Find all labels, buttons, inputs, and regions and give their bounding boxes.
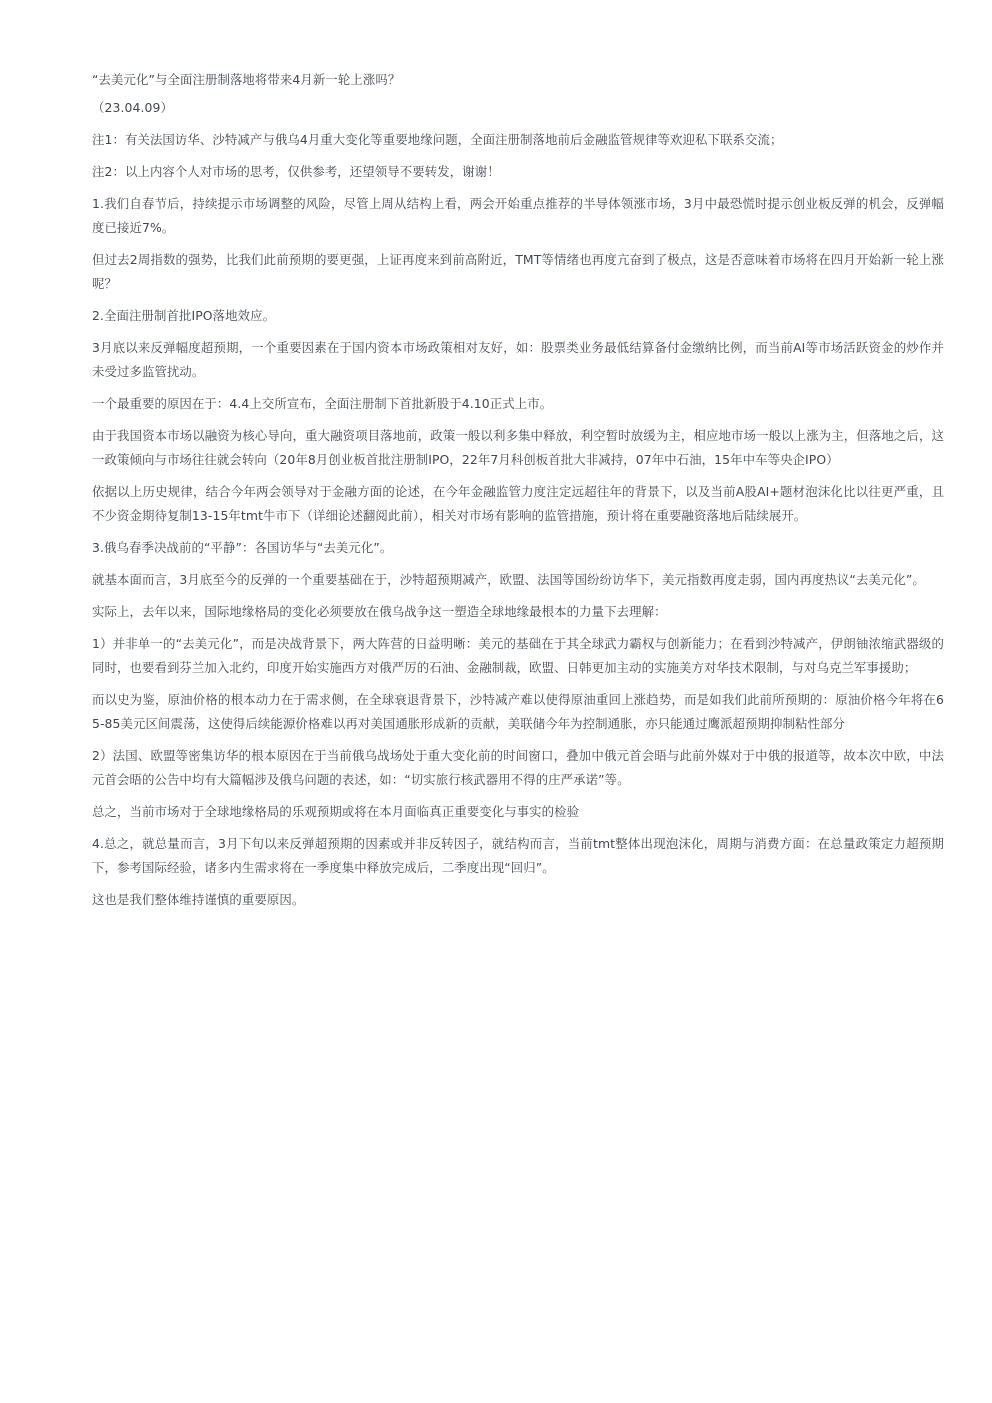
paragraph-section-4: 4.总之，就总量而言，3月下旬以来反弹超预期的因素或并非反转因子，就结构而言，当前tmt整体出现泡沫化，周期与消费方面：在总量政策定力超预期下，参考国际经验，诸多内生需求将在一季度集中释放完成后，二季度出现“回归”。 [92,836,944,875]
paragraph: 实际上，去年以来，国际地缘格局的变化必须要放在俄乌战争这一塑造全球地缘最根本的力量下去理解： [92,604,667,619]
paragraph-section-1: 1.我们自春节后，持续提示市场调整的风险，尽管上周从结构上看，两会开始重点推荐的半导体领涨市场，3月中最恐慌时提示创业板反弹的机会，反弹幅度已接近7%。 [92,196,944,235]
document-date: （23.04.09） [92,100,173,115]
paragraph: 总之，当前市场对于全球地缘格局的乐观预期或将在本月面临真正重要变化与事实的检验 [92,804,580,819]
note-2: 注2：以上内容个人对市场的思考，仅供参考，还望领导不要转发，谢谢！ [92,164,500,179]
paragraph: 3月底以来反弹幅度超预期，一个重要因素在于国内资本市场政策相对友好，如：股票类业务最低结算备付金缴纳比例，而当前AI等市场活跃资金的炒作并未受过多监管扰动。 [92,340,944,379]
paragraph: 2）法国、欧盟等密集访华的根本原因在于当前俄乌战场处于重大变化前的时间窗口，叠加中俄元首会晤与此前外媒对于中俄的报道等，故本次中欧，中法元首会晤的公告中均有大篇幅涉及俄乌问题的表述，如：“切实旅行核武器用不得的庄严承诺”等。 [92,748,944,787]
section-heading-3: 3.俄乌春季决战前的“平静”：各国访华与“去美元化”。 [92,540,393,555]
paragraph: 依据以上历史规律，结合今年两会领导对于金融方面的论述，在今年金融监管力度注定远超往年的背景下，以及当前A股AI+题材泡沫化比以往更严重，且不少资金期待复制13-15年tmt牛市下（详细论述翻阅此前），相关对市场有影响的监管措施，预计将在重要融资落地后陆续展开。 [92,484,944,523]
paragraph: 一个最重要的原因在于：4.4上交所宣布，全面注册制下首批新股于4.10正式上市。 [92,396,553,411]
document-body [92,68,944,920]
paragraph: 1）并非单一的“去美元化”，而是决战背景下，两大阵营的日益明晰：美元的基础在于其全球武力霸权与创新能力；在看到沙特减产，伊朗铀浓缩武器级的同时，也要看到芬兰加入北约，印度开始实施西方对俄严厉的石油、金融制裁，欧盟、日韩更加主动的实施美方对华技术限制，与对乌克兰军事援助； [92,636,944,675]
closing-paragraph: 这也是我们整体维持谨慎的重要原因。 [92,892,305,907]
paragraph: 由于我国资本市场以融资为核心导向，重大融资项目落地前，政策一般以利多集中释放，利空暂时放缓为主，相应地市场一般以上涨为主，但落地之后，这一政策倾向与市场往往就会转向（20年8月创业板首批注册制IPO，22年7月科创板首批大非减持，07年中石油，15年中车等央企IPO） [92,428,944,467]
section-heading-2: 2.全面注册制首批IPO落地效应。 [92,308,276,323]
paragraph: 就基本面而言，3月底至今的反弹的一个重要基础在于，沙特超预期减产，欧盟、法国等国纷纷访华下，美元指数再度走弱，国内再度热议“去美元化”。 [92,572,925,587]
paragraph: 而以史为鉴，原油价格的根本动力在于需求侧，在全球衰退背景下，沙特减产难以使得原油重回上涨趋势，而是如我们此前所预期的：原油价格今年将在65-85美元区间震荡，这使得后续能源价格难以再对美国通胀形成新的贡献，美联储今年为控制通胀，亦只能通过鹰派超预期抑制粘性部分 [92,692,944,731]
document-title: “去美元化”与全面注册制落地将带来4月新一轮上涨吗？ [92,72,401,87]
paragraph: 但过去2周指数的强势，比我们此前预期的要更强，上证再度来到前高附近，TMT等情绪也再度亢奋到了极点，这是否意味着市场将在四月开始新一轮上涨呢？ [92,252,944,291]
note-1: 注1：有关法国访华、沙特减产与俄乌4月重大变化等重要地缘问题，全面注册制落地前后金融监管规律等欢迎私下联系交流； [92,132,783,147]
